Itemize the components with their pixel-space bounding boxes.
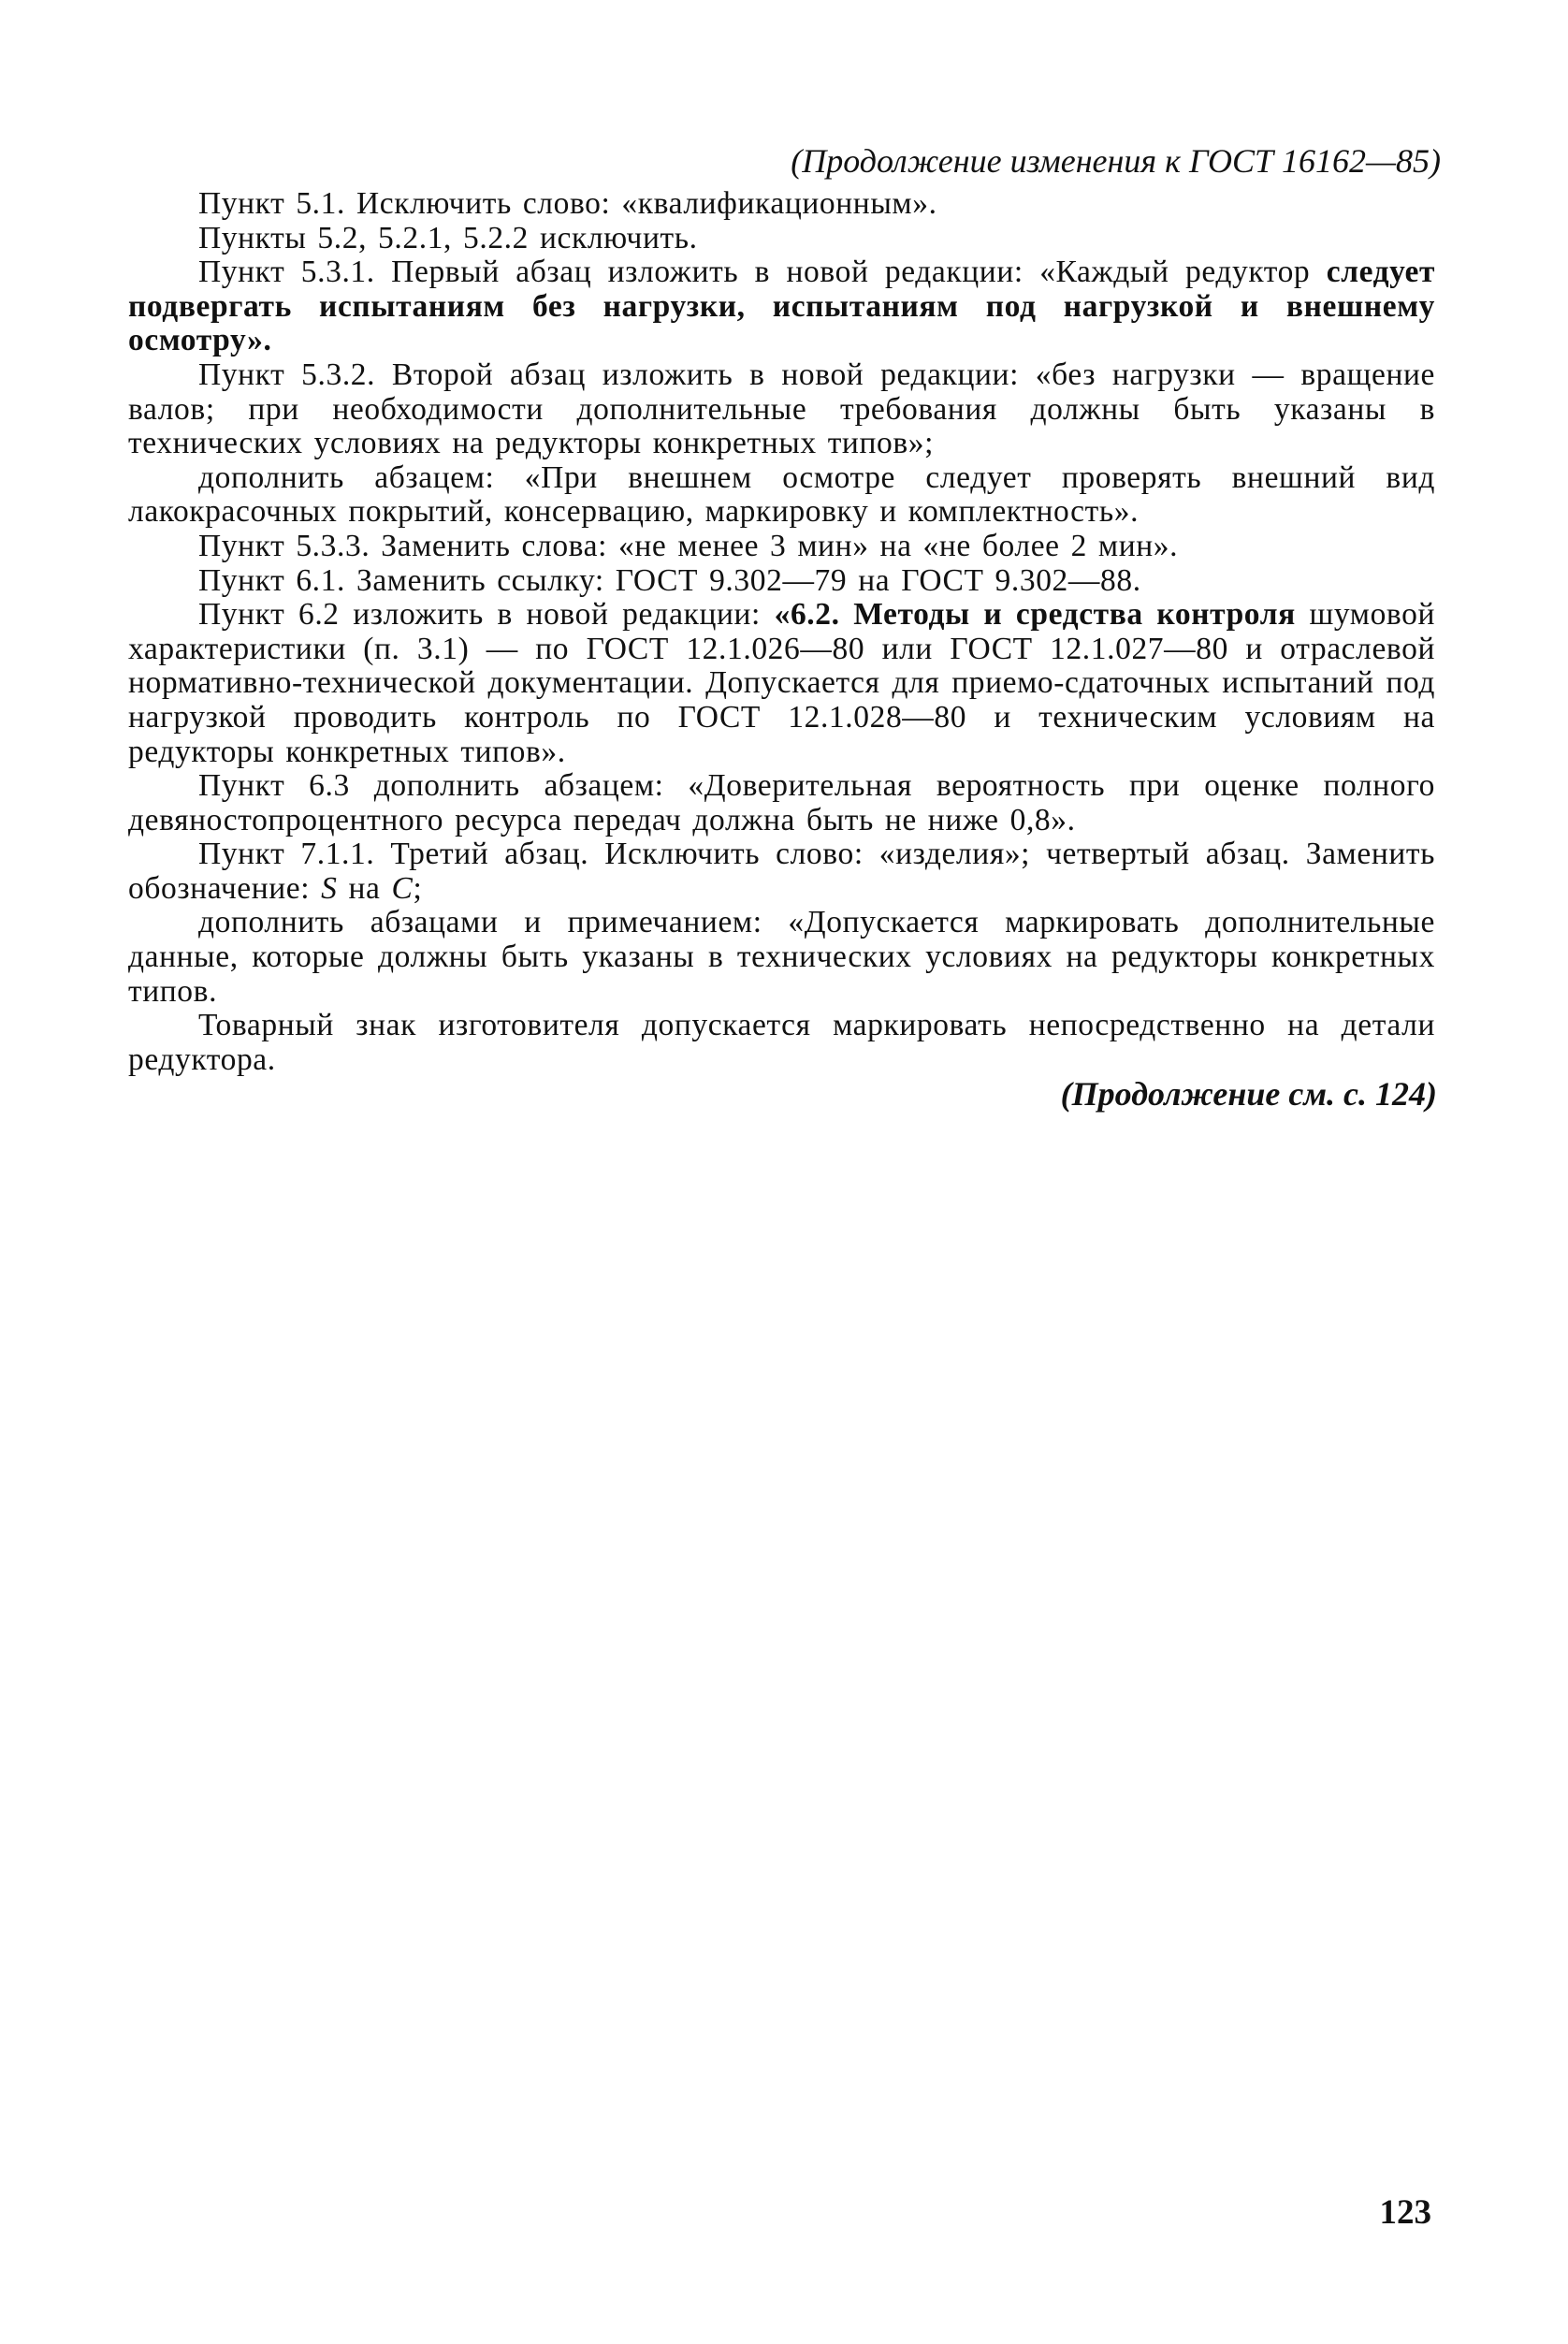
amendment-text [128, 187, 1435, 1077]
paragraph-5-3-3: Пункт 5.3.3. Заменить слова: «не менее 3 мин» на «не более 2 мин». [198, 528, 1179, 563]
paragraph-7-1-1 [128, 837, 1435, 906]
paragraph-5-1: Пункт 5.1. Исключить слово: «квалификационным». [198, 186, 937, 221]
symbol-c: С [391, 870, 414, 906]
paragraph-5-3-2-addition: дополнить абзацем: «При внешнем осмотре следует проверять внешний вид лакокрасочных покрытий, консервацию, маркировку и комплектность». [128, 459, 1435, 530]
paragraph-7-1-1-middle: на [337, 870, 392, 906]
paragraph-7-1-1-intro: Пункт 7.1.1. Третий абзац. Исключить слово: «изделия»; четвертый абзац. Заменить обозначение: [128, 837, 1435, 906]
paragraph-6-2-heading: «6.2. Методы и средства контроля [774, 597, 1296, 633]
paragraph-7-1-1-addition: дополнить абзацами и примечанием: «Допускается маркировать дополнительные данные, которые должны быть указаны в технических условиях на редукторы конкретных типов. [128, 905, 1435, 1009]
paragraph-trademark: Товарный знак изготовителя допускается маркировать непосредственно на детали редуктора. [128, 1008, 1435, 1077]
paragraph-7-1-1-end: ; [413, 870, 423, 906]
paragraph-5-3-1-intro: Пункт 5.3.1. Первый абзац изложить в новой редакции: «Каждый редуктор [198, 255, 1327, 290]
paragraph-5-3-2: Пункт 5.3.2. Второй абзац изложить в новой редакции: «без нагрузки — вращение валов; при необходимости дополнительные требования должны быть указаны в технических условиях на редукторы конкретных типов»; [128, 357, 1435, 461]
paragraph-5-3-1-emphasis: следует подвергать испытаниям без нагрузки, испытаниям под нагрузкой и внешнему осмотру». [128, 255, 1435, 358]
paragraph-6-2 [128, 598, 1435, 769]
paragraph-5-2: Пункты 5.2, 5.2.1, 5.2.2 исключить. [198, 220, 698, 255]
symbol-s: S [321, 870, 338, 906]
page-number: 123 [1379, 2193, 1431, 2232]
paragraph-6-1: Пункт 6.1. Заменить ссылку: ГОСТ 9.302—79 на ГОСТ 9.302—88. [198, 562, 1141, 598]
continuation-note: (Продолжение см. с. 124) [1060, 1075, 1437, 1113]
paragraph-6-3: Пункт 6.3 дополнить абзацем: «Доверительная вероятность при оценке полного девяностопроцентного ресурса передач должна быть не ниже 0,8». [128, 768, 1435, 837]
running-header: (Продолжение изменения к ГОСТ 16162—85) [791, 142, 1441, 180]
paragraph-5-3-1 [128, 255, 1435, 358]
paragraph-6-2-body: шумовой характеристики (п. 3.1) — по ГОСТ 12.1.026—80 или ГОСТ 12.1.027—80 и отраслевой нормативно-технической документации. Допускается для приемо-сдаточных испытаний под нагрузкой проводить контроль по ГОСТ 12.1.028—80 и техническим условиям на редукторы конкретных типов». [128, 597, 1435, 769]
paragraph-6-2-intro: Пункт 6.2 изложить в новой редакции: [198, 597, 775, 633]
